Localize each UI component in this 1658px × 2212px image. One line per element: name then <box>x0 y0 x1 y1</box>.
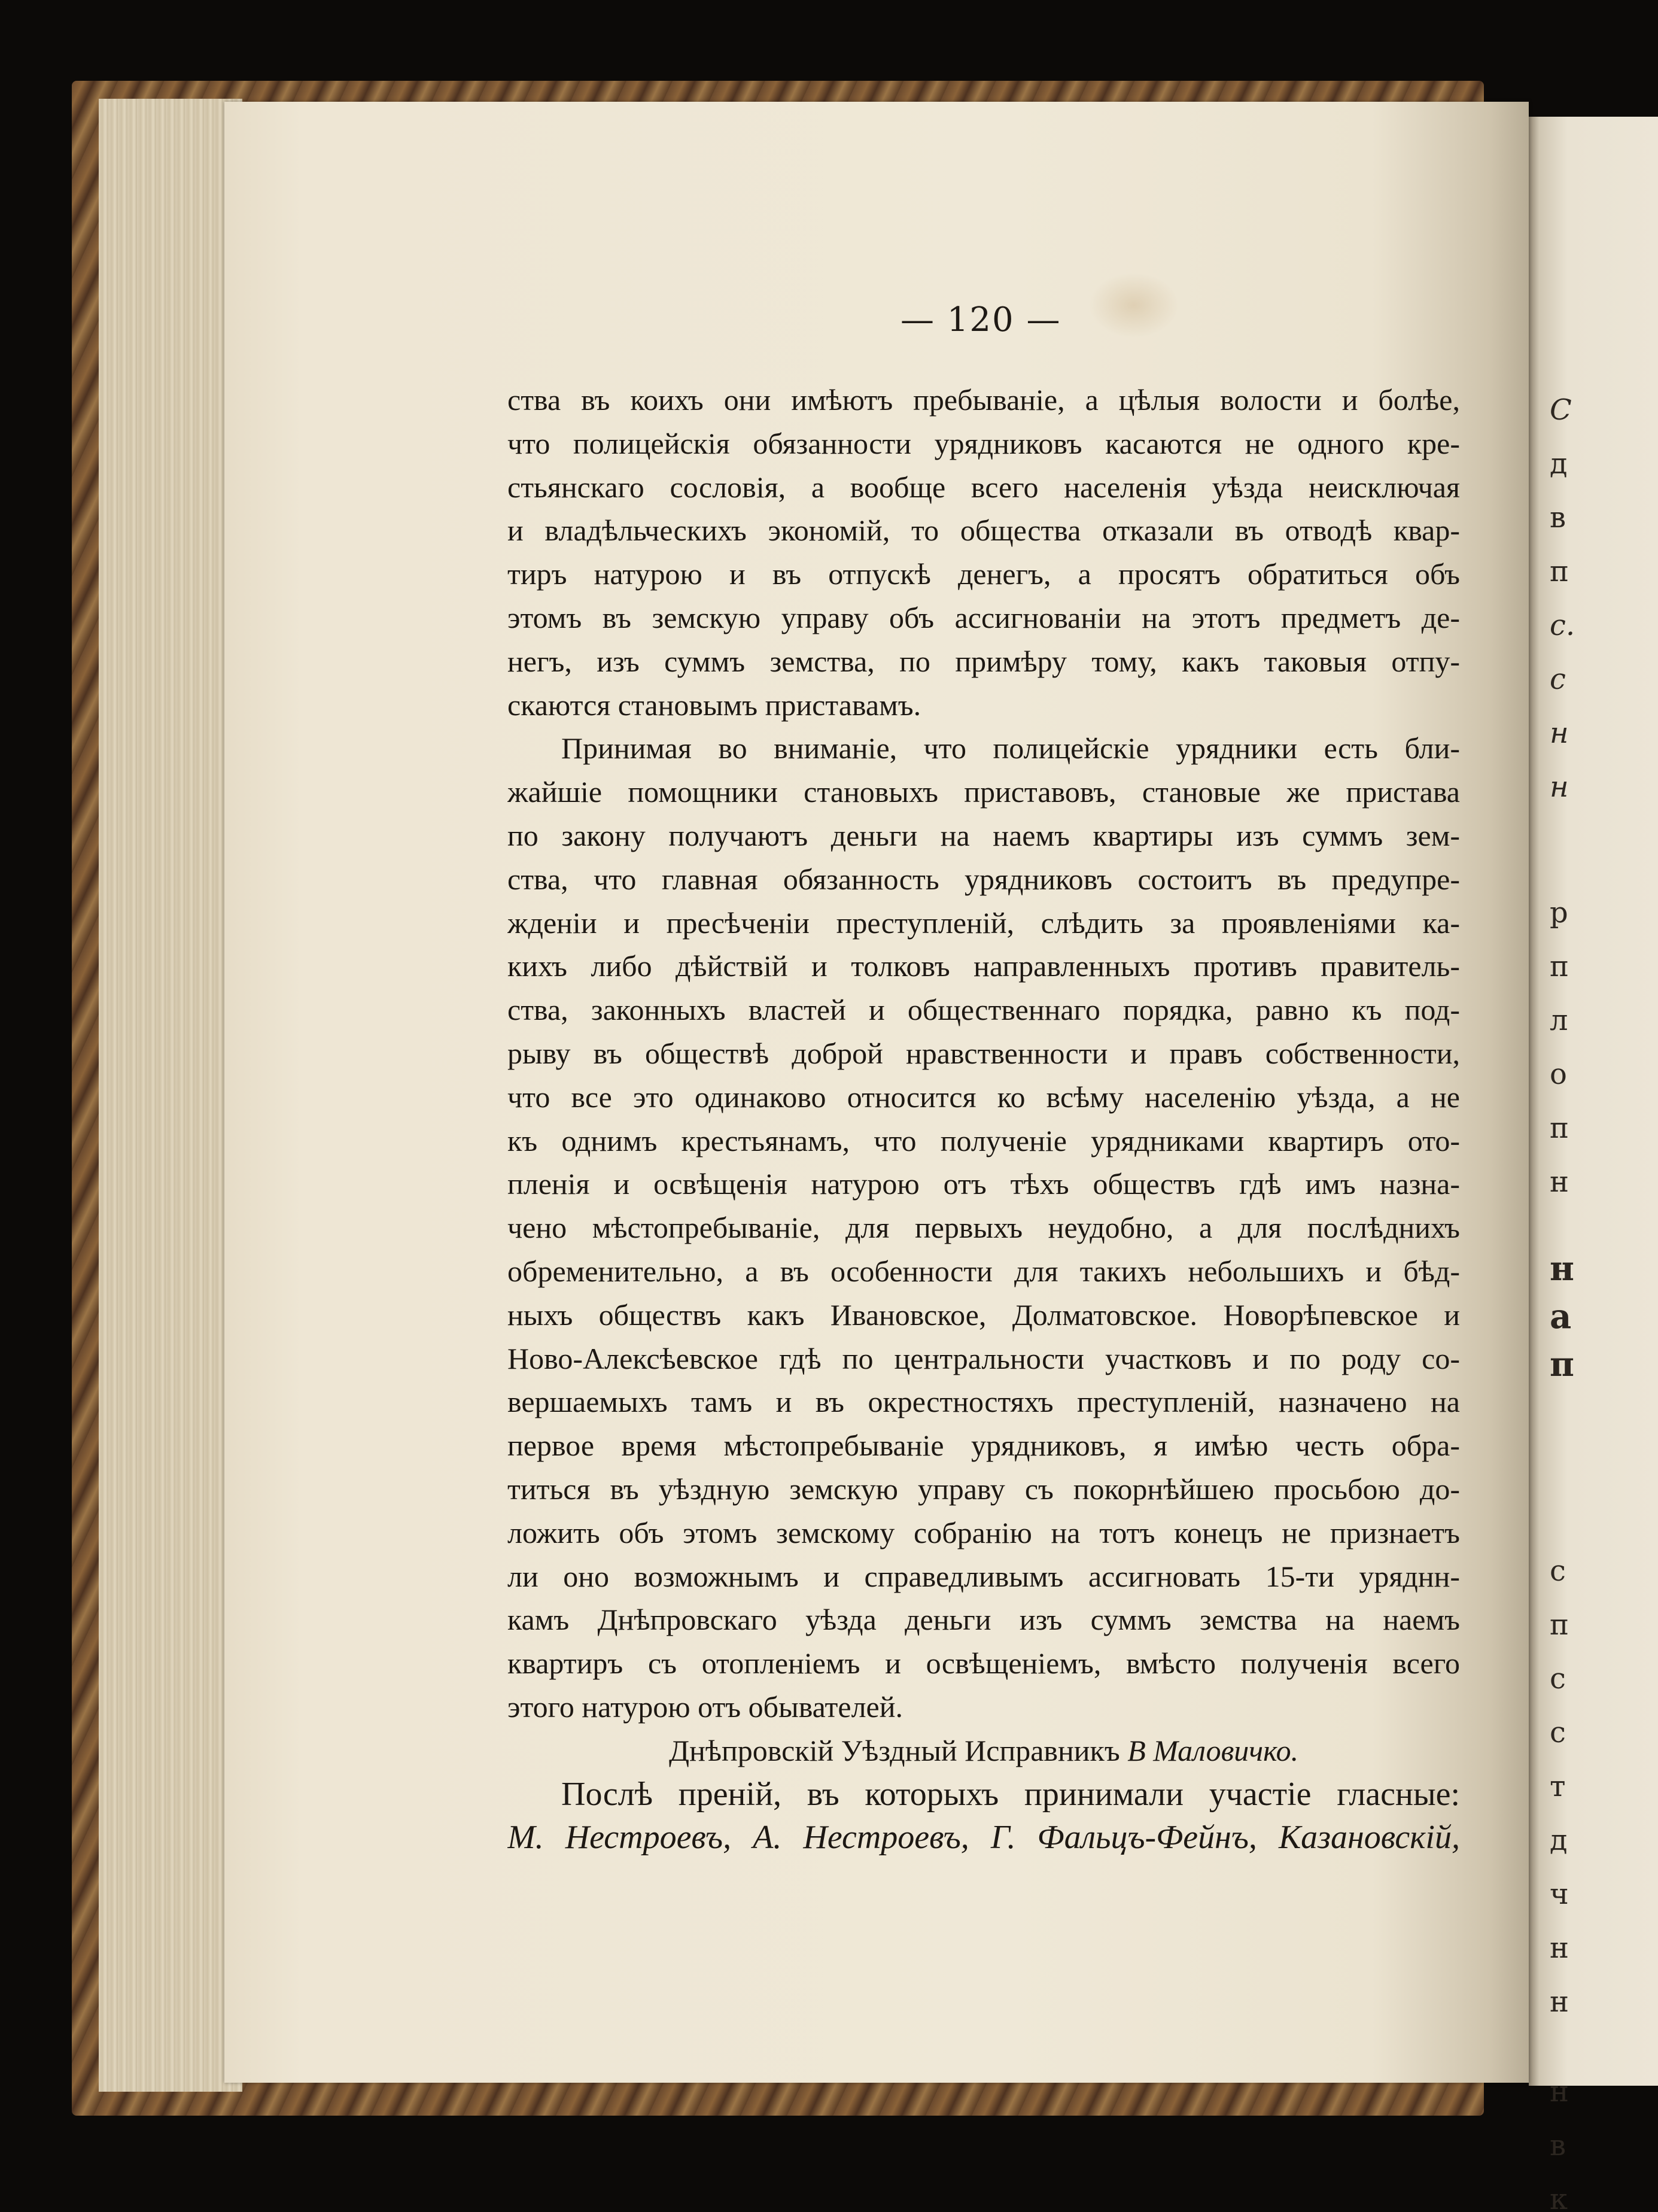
facing-char: в <box>1550 2129 1566 2162</box>
text-line: ства въ коихъ они имѣютъ пребываніе, а цѣлыя волости и болѣе, <box>507 383 1460 417</box>
facing-char: с <box>1550 1554 1566 1588</box>
facing-char: п <box>1550 950 1569 983</box>
text-line: пленія и освѣщенія натурою отъ тѣхъ обществъ гдѣ имъ назна- <box>507 1167 1460 1201</box>
text-line: тиръ натурою и въ отпускѣ денегъ, а просятъ обратиться объ <box>507 557 1460 591</box>
text-line: квартиръ съ отопленіемъ и освѣщеніемъ, вмѣсто полученія всего <box>507 1646 1460 1681</box>
signature-line <box>507 1729 1460 1773</box>
facing-char: н <box>1550 2075 1569 2108</box>
text-line: ли оно возможнымъ и справедливымъ ассигновать 15-ти уряднн- <box>507 1559 1460 1593</box>
page-number: — 120 — <box>901 300 1061 339</box>
text-line: этого натурою отъ обывателей. <box>507 1690 903 1724</box>
facing-char: д <box>1550 1824 1568 1857</box>
facing-char: т <box>1550 1770 1566 1803</box>
facing-char: н <box>1550 1249 1574 1289</box>
facing-page-text <box>1550 383 1658 2212</box>
facing-char: с. <box>1550 609 1575 642</box>
facing-char: н <box>1550 1985 1569 2019</box>
signature-name: В Маловичко. <box>1127 1733 1299 1767</box>
text-line: камъ Днѣпровскаго уѣзда деньги изъ суммъ земства на наемъ <box>507 1603 1460 1637</box>
facing-gap <box>1550 814 1658 886</box>
text-line: чено мѣстопребываніе, для первыхъ неудобно, а для послѣднихъ <box>507 1211 1460 1245</box>
text-line: обременительно, а въ особенности для такихъ небольшихъ и бѣд- <box>507 1254 1460 1288</box>
facing-char: ч <box>1550 1877 1569 1911</box>
text-line: Принимая во вниманіе, что полицейскіе урядники есть бли- <box>561 731 1460 765</box>
facing-char: с <box>1550 1716 1566 1749</box>
text-line: этомъ въ земскую управу объ ассигнованіи на этотъ предметъ де- <box>507 600 1460 634</box>
facing-gap <box>1550 1209 1658 1245</box>
facing-gap <box>1550 2029 1658 2065</box>
text-line: вершаемыхъ тамъ и въ окрестностяхъ преступленій, назначено на <box>507 1385 1460 1419</box>
facing-char: н <box>1550 770 1569 804</box>
text-line: ныхъ обществъ какъ Ивановское, Долматовское. Новорѣпевское и <box>507 1298 1460 1332</box>
text-line: кихъ либо дѣйствій и толковъ направленныхъ противъ правитель- <box>507 949 1460 983</box>
text-line: рыву въ обществѣ доброй нравственности и правъ собственности, <box>507 1036 1460 1070</box>
facing-char: п <box>1550 1345 1574 1384</box>
text-line: жденіи и пресѣченіи преступленій, слѣдить за проявленіями ка- <box>507 906 1460 940</box>
text-line: жайшіе помощники становыхъ приставовъ, становые же пристава <box>507 775 1460 809</box>
paper-stain <box>1089 272 1179 338</box>
text-line: стьянскаго сословія, а вообще всего населенія уѣзда неисключая <box>507 470 1460 504</box>
facing-char: а <box>1550 1297 1572 1336</box>
text-line: ства, что главная обязанность урядниковъ состоитъ въ предупре- <box>507 862 1460 896</box>
closing-line: Послѣ преній, въ которыхъ принимали участіе гласные: <box>561 1775 1460 1813</box>
text-line: ства, законныхъ властей и общественнаго порядка, равно къ под- <box>507 993 1460 1027</box>
text-line: титься въ уѣздную земскую управу съ покорнѣйшею просьбою до- <box>507 1472 1460 1506</box>
facing-char: д <box>1550 447 1568 481</box>
text-line: къ однимъ крестьянамъ, что полученіе урядниками квартиръ ото- <box>507 1123 1460 1157</box>
page-edges <box>99 99 242 2092</box>
text-line: Ново-Алексѣевское гдѣ по центральности участковъ и по роду со- <box>507 1341 1460 1375</box>
text-line: по закону получаютъ деньги на наемъ квартиры изъ суммъ зем- <box>507 818 1460 852</box>
facing-char: о <box>1550 1058 1567 1091</box>
text-line: ложить объ этомъ земскому собранію на тотъ конецъ не признаетъ <box>507 1515 1460 1549</box>
facing-char: н <box>1550 716 1569 750</box>
text-line: негъ, изъ суммъ земства, по примѣру тому, какъ таковыя отпу- <box>507 644 1460 678</box>
facing-char: с <box>1550 663 1566 696</box>
closing-names-line: М. Нестроевъ, А. Нестроевъ, Г. Фальцъ-Фейнъ, Казановскій, <box>507 1819 1460 1856</box>
facing-char: в <box>1550 501 1566 534</box>
text-line: что все это одинаково относится ко всѣму населенію уѣзда, а не <box>507 1080 1460 1114</box>
facing-char: н <box>1550 1165 1569 1199</box>
facing-char: л <box>1550 1004 1568 1037</box>
facing-char: с <box>1550 1662 1566 1696</box>
text-line: и владѣльческихъ экономій, то общества отказали въ отводѣ квар- <box>507 514 1460 548</box>
facing-char: п <box>1550 1111 1569 1145</box>
text-line: скаются становымъ приставамъ. <box>507 688 921 722</box>
page-body <box>507 378 1460 1859</box>
text-line: первое время мѣстопребываніе урядниковъ, я имѣю честь обра- <box>507 1429 1460 1463</box>
facing-char: к <box>1550 2183 1568 2212</box>
facing-char: н <box>1550 1931 1569 1965</box>
facing-char: р <box>1550 896 1568 929</box>
facing-char: п <box>1550 1608 1569 1642</box>
text-line: что полицейскія обязанности урядниковъ касаются не одного кре- <box>507 426 1460 460</box>
facing-gap <box>1550 1388 1658 1544</box>
facing-char: п <box>1550 555 1569 588</box>
signature-title: Днѣпровскій Уѣздный Исправникъ <box>669 1733 1120 1767</box>
facing-char: С <box>1550 393 1572 427</box>
